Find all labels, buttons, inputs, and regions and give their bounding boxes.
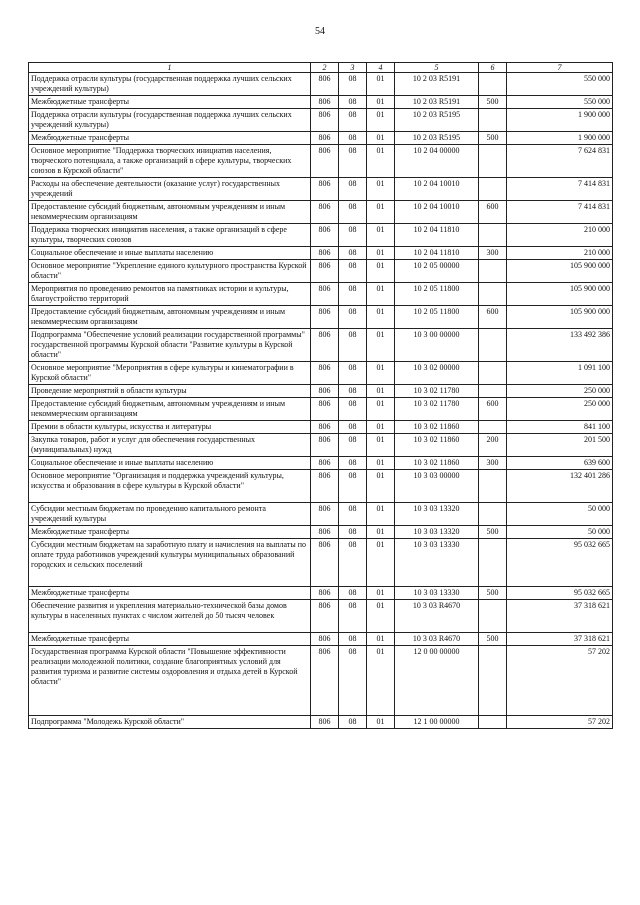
row-amount-cell: 841 100 (507, 421, 613, 434)
row-ministry-code-cell: 806 (311, 306, 339, 329)
row-amount-cell: 1 900 000 (507, 132, 613, 145)
row-ministry-code-cell: 806 (311, 283, 339, 306)
row-subsection-code-cell: 01 (367, 109, 395, 132)
column-number-header (29, 63, 613, 73)
row-subsection-code-cell: 01 (367, 201, 395, 224)
table-row (29, 633, 613, 646)
row-target-article-cell: 10 3 03 00000 (395, 470, 479, 503)
row-section-code-cell: 08 (339, 362, 367, 385)
row-target-article-cell: 10 2 04 11810 (395, 224, 479, 247)
row-subsection-code-cell: 01 (367, 329, 395, 362)
row-section-code-cell: 08 (339, 457, 367, 470)
row-section-code-cell: 08 (339, 716, 367, 729)
row-target-article-cell: 10 3 00 00000 (395, 329, 479, 362)
row-target-article-cell: 10 2 03 R5195 (395, 109, 479, 132)
table-row (29, 716, 613, 729)
row-amount-cell: 210 000 (507, 224, 613, 247)
row-subsection-code-cell: 01 (367, 306, 395, 329)
row-subsection-code-cell: 01 (367, 503, 395, 526)
header-cell: 4 (367, 63, 395, 73)
row-name-cell: Основное мероприятие "Поддержка творческих инициатив населения, творческого потенциала, а также организаций в сфере культуры, творческих союзов в Курской области" (29, 145, 311, 178)
row-target-article-cell: 10 2 04 11810 (395, 247, 479, 260)
row-ministry-code-cell: 806 (311, 526, 339, 539)
row-target-article-cell: 10 2 04 10010 (395, 201, 479, 224)
table-row (29, 283, 613, 306)
row-expense-type-cell (479, 646, 507, 716)
row-amount-cell: 50 000 (507, 526, 613, 539)
row-expense-type-cell: 500 (479, 587, 507, 600)
row-ministry-code-cell: 806 (311, 434, 339, 457)
row-subsection-code-cell: 01 (367, 633, 395, 646)
table-row (29, 224, 613, 247)
row-target-article-cell: 10 2 03 R5191 (395, 96, 479, 109)
row-name-cell: Мероприятия по проведению ремонтов на памятниках истории и культуры, благоустройство территорий (29, 283, 311, 306)
row-target-article-cell: 10 3 03 13320 (395, 503, 479, 526)
row-section-code-cell: 08 (339, 600, 367, 633)
row-section-code-cell: 08 (339, 201, 367, 224)
row-section-code-cell: 08 (339, 132, 367, 145)
row-subsection-code-cell: 01 (367, 470, 395, 503)
row-target-article-cell: 10 3 03 13320 (395, 526, 479, 539)
row-subsection-code-cell: 01 (367, 646, 395, 716)
row-target-article-cell: 12 1 00 00000 (395, 716, 479, 729)
row-amount-cell: 105 900 000 (507, 283, 613, 306)
row-expense-type-cell (479, 329, 507, 362)
row-target-article-cell: 10 3 02 11780 (395, 398, 479, 421)
row-subsection-code-cell: 01 (367, 178, 395, 201)
row-target-article-cell: 10 3 03 13330 (395, 587, 479, 600)
row-ministry-code-cell: 806 (311, 260, 339, 283)
row-amount-cell: 95 032 665 (507, 587, 613, 600)
row-target-article-cell: 10 3 02 11860 (395, 421, 479, 434)
row-subsection-code-cell: 01 (367, 421, 395, 434)
row-ministry-code-cell: 806 (311, 503, 339, 526)
table-row (29, 457, 613, 470)
row-name-cell: Обеспечение развития и укрепления материально-технической базы домов культуры в населенных пунктах с числом жителей до 50 тысяч человек (29, 600, 311, 633)
row-expense-type-cell (479, 260, 507, 283)
row-amount-cell: 37 318 621 (507, 600, 613, 633)
row-expense-type-cell (479, 283, 507, 306)
row-ministry-code-cell: 806 (311, 385, 339, 398)
row-section-code-cell: 08 (339, 526, 367, 539)
row-section-code-cell: 08 (339, 224, 367, 247)
row-section-code-cell: 08 (339, 247, 367, 260)
row-section-code-cell: 08 (339, 178, 367, 201)
row-name-cell: Межбюджетные трансферты (29, 526, 311, 539)
header-cell: 5 (395, 63, 479, 73)
row-name-cell: Основное мероприятие "Мероприятия в сфере культуры и кинематографии в Курской области" (29, 362, 311, 385)
row-amount-cell: 550 000 (507, 73, 613, 96)
row-expense-type-cell: 600 (479, 201, 507, 224)
row-expense-type-cell (479, 73, 507, 96)
row-ministry-code-cell: 806 (311, 247, 339, 260)
row-subsection-code-cell: 01 (367, 539, 395, 587)
row-target-article-cell: 10 2 05 11800 (395, 283, 479, 306)
row-target-article-cell: 10 3 03 13330 (395, 539, 479, 587)
row-ministry-code-cell: 806 (311, 132, 339, 145)
row-target-article-cell: 10 3 03 R4670 (395, 633, 479, 646)
row-name-cell: Основное мероприятие "Укрепление единого культурного пространства Курской области" (29, 260, 311, 283)
row-name-cell: Расходы на обеспечение деятельности (оказание услуг) государственных учреждений (29, 178, 311, 201)
row-expense-type-cell (479, 716, 507, 729)
row-expense-type-cell: 500 (479, 526, 507, 539)
row-section-code-cell: 08 (339, 260, 367, 283)
row-section-code-cell: 08 (339, 109, 367, 132)
header-cell: 3 (339, 63, 367, 73)
row-name-cell: Подпрограмма "Молодежь Курской области" (29, 716, 311, 729)
row-ministry-code-cell: 806 (311, 470, 339, 503)
row-subsection-code-cell: 01 (367, 398, 395, 421)
table-row (29, 470, 613, 503)
row-amount-cell: 201 500 (507, 434, 613, 457)
row-target-article-cell: 10 2 03 R5191 (395, 73, 479, 96)
row-subsection-code-cell: 01 (367, 145, 395, 178)
row-name-cell: Межбюджетные трансферты (29, 132, 311, 145)
row-subsection-code-cell: 01 (367, 132, 395, 145)
row-amount-cell: 210 000 (507, 247, 613, 260)
row-amount-cell: 105 900 000 (507, 260, 613, 283)
table-row (29, 600, 613, 633)
row-name-cell: Государственная программа Курской области "Повышение эффективности реализации молодежной политики, создание благоприятных условий для развития туризма и развитие системы оздоровления и отдыха детей в Курской области" (29, 646, 311, 716)
row-ministry-code-cell: 806 (311, 329, 339, 362)
row-section-code-cell: 08 (339, 306, 367, 329)
row-subsection-code-cell: 01 (367, 260, 395, 283)
table-row (29, 145, 613, 178)
row-name-cell: Межбюджетные трансферты (29, 587, 311, 600)
table-row (29, 646, 613, 716)
row-amount-cell: 639 600 (507, 457, 613, 470)
row-ministry-code-cell: 806 (311, 73, 339, 96)
row-expense-type-cell (479, 503, 507, 526)
row-ministry-code-cell: 806 (311, 109, 339, 132)
row-amount-cell: 1 091 100 (507, 362, 613, 385)
row-section-code-cell: 08 (339, 96, 367, 109)
row-expense-type-cell (479, 470, 507, 503)
table-row (29, 503, 613, 526)
row-amount-cell: 57 202 (507, 646, 613, 716)
row-name-cell: Проведение мероприятий в области культуры (29, 385, 311, 398)
row-subsection-code-cell: 01 (367, 224, 395, 247)
row-ministry-code-cell: 806 (311, 633, 339, 646)
row-section-code-cell: 08 (339, 73, 367, 96)
header-cell: 6 (479, 63, 507, 73)
row-name-cell: Предоставление субсидий бюджетным, автономным учреждениям и иным некоммерческим организациям (29, 306, 311, 329)
row-target-article-cell: 10 3 02 11860 (395, 434, 479, 457)
row-name-cell: Поддержка творческих инициатив населения, а также организаций в сфере культуры, творческих союзов (29, 224, 311, 247)
row-subsection-code-cell: 01 (367, 283, 395, 306)
row-ministry-code-cell: 806 (311, 421, 339, 434)
row-expense-type-cell (479, 385, 507, 398)
table-row (29, 132, 613, 145)
row-expense-type-cell (479, 421, 507, 434)
header-cell: 1 (29, 63, 311, 73)
row-amount-cell: 550 000 (507, 96, 613, 109)
row-subsection-code-cell: 01 (367, 526, 395, 539)
row-amount-cell: 50 000 (507, 503, 613, 526)
row-amount-cell: 250 000 (507, 385, 613, 398)
row-subsection-code-cell: 01 (367, 362, 395, 385)
row-amount-cell: 7 624 831 (507, 145, 613, 178)
table-row (29, 247, 613, 260)
row-expense-type-cell: 300 (479, 457, 507, 470)
table-row (29, 260, 613, 283)
row-expense-type-cell (479, 178, 507, 201)
table-row (29, 539, 613, 587)
table-row (29, 385, 613, 398)
row-ministry-code-cell: 806 (311, 145, 339, 178)
row-expense-type-cell (479, 145, 507, 178)
row-subsection-code-cell: 01 (367, 600, 395, 633)
header-cell: 7 (507, 63, 613, 73)
row-expense-type-cell (479, 224, 507, 247)
row-ministry-code-cell: 806 (311, 362, 339, 385)
row-section-code-cell: 08 (339, 539, 367, 587)
row-subsection-code-cell: 01 (367, 73, 395, 96)
row-target-article-cell: 10 2 03 R5195 (395, 132, 479, 145)
row-subsection-code-cell: 01 (367, 434, 395, 457)
row-section-code-cell: 08 (339, 329, 367, 362)
table-row (29, 201, 613, 224)
table-row (29, 96, 613, 109)
row-expense-type-cell: 300 (479, 247, 507, 260)
row-expense-type-cell: 600 (479, 306, 507, 329)
table-row (29, 109, 613, 132)
row-name-cell: Межбюджетные трансферты (29, 633, 311, 646)
row-section-code-cell: 08 (339, 646, 367, 716)
row-subsection-code-cell: 01 (367, 716, 395, 729)
row-expense-type-cell: 200 (479, 434, 507, 457)
row-ministry-code-cell: 806 (311, 398, 339, 421)
row-target-article-cell: 12 0 00 00000 (395, 646, 479, 716)
row-expense-type-cell (479, 600, 507, 633)
row-subsection-code-cell: 01 (367, 385, 395, 398)
row-ministry-code-cell: 806 (311, 539, 339, 587)
row-amount-cell: 7 414 831 (507, 178, 613, 201)
row-section-code-cell: 08 (339, 145, 367, 178)
row-ministry-code-cell: 806 (311, 646, 339, 716)
row-expense-type-cell (479, 362, 507, 385)
table-row (29, 306, 613, 329)
row-ministry-code-cell: 806 (311, 224, 339, 247)
table-row (29, 434, 613, 457)
row-target-article-cell: 10 2 05 00000 (395, 260, 479, 283)
row-section-code-cell: 08 (339, 470, 367, 503)
row-subsection-code-cell: 01 (367, 587, 395, 600)
row-name-cell: Субсидии местным бюджетам на заработную плату и начисления на выплаты по оплате труда работников учреждений культуры муниципальных образований городских и сельских поселений (29, 539, 311, 587)
row-expense-type-cell: 600 (479, 398, 507, 421)
row-amount-cell: 133 492 386 (507, 329, 613, 362)
row-name-cell: Премии в области культуры, искусства и литературы (29, 421, 311, 434)
row-ministry-code-cell: 806 (311, 201, 339, 224)
row-target-article-cell: 10 3 02 00000 (395, 362, 479, 385)
row-name-cell: Основное мероприятие "Организация и поддержка учреждений культуры, искусства и образования в сфере культуры в Курской области" (29, 470, 311, 503)
row-amount-cell: 1 900 000 (507, 109, 613, 132)
budget-table (28, 62, 613, 729)
row-expense-type-cell: 500 (479, 96, 507, 109)
row-subsection-code-cell: 01 (367, 247, 395, 260)
row-amount-cell: 250 000 (507, 398, 613, 421)
row-name-cell: Социальное обеспечение и иные выплаты населению (29, 247, 311, 260)
row-target-article-cell: 10 2 04 10010 (395, 178, 479, 201)
row-name-cell: Межбюджетные трансферты (29, 96, 311, 109)
row-target-article-cell: 10 3 02 11860 (395, 457, 479, 470)
row-target-article-cell: 10 2 05 11800 (395, 306, 479, 329)
row-section-code-cell: 08 (339, 421, 367, 434)
row-amount-cell: 7 414 831 (507, 201, 613, 224)
row-target-article-cell: 10 3 03 R4670 (395, 600, 479, 633)
row-section-code-cell: 08 (339, 587, 367, 600)
row-expense-type-cell (479, 109, 507, 132)
row-ministry-code-cell: 806 (311, 587, 339, 600)
table-row (29, 526, 613, 539)
row-section-code-cell: 08 (339, 283, 367, 306)
row-name-cell: Закупка товаров, работ и услуг для обеспечения государственных (муниципальных) нужд (29, 434, 311, 457)
row-target-article-cell: 10 3 02 11780 (395, 385, 479, 398)
table-row (29, 587, 613, 600)
row-ministry-code-cell: 806 (311, 600, 339, 633)
row-target-article-cell: 10 2 04 00000 (395, 145, 479, 178)
table-row (29, 178, 613, 201)
table-row (29, 421, 613, 434)
row-subsection-code-cell: 01 (367, 457, 395, 470)
row-section-code-cell: 08 (339, 434, 367, 457)
row-ministry-code-cell: 806 (311, 716, 339, 729)
row-name-cell: Субсидии местным бюджетам по проведению капитального ремонта учреждений культуры (29, 503, 311, 526)
row-amount-cell: 37 318 621 (507, 633, 613, 646)
row-section-code-cell: 08 (339, 385, 367, 398)
row-amount-cell: 105 900 000 (507, 306, 613, 329)
row-section-code-cell: 08 (339, 503, 367, 526)
table-row (29, 329, 613, 362)
header-cell: 2 (311, 63, 339, 73)
page-number: 54 (315, 26, 325, 37)
row-expense-type-cell (479, 539, 507, 587)
table-row (29, 73, 613, 96)
row-section-code-cell: 08 (339, 633, 367, 646)
row-expense-type-cell: 500 (479, 132, 507, 145)
row-name-cell: Предоставление субсидий бюджетным, автономным учреждениям и иным некоммерческим организациям (29, 201, 311, 224)
table-row (29, 362, 613, 385)
row-amount-cell: 132 401 286 (507, 470, 613, 503)
row-amount-cell: 95 032 665 (507, 539, 613, 587)
row-expense-type-cell: 500 (479, 633, 507, 646)
row-name-cell: Социальное обеспечение и иные выплаты населению (29, 457, 311, 470)
table-row (29, 398, 613, 421)
row-ministry-code-cell: 806 (311, 457, 339, 470)
row-name-cell: Подпрограмма "Обеспечение условий реализации государственной программы" государственной программы Курской области "Развитие культуры в Курской области" (29, 329, 311, 362)
row-amount-cell: 57 202 (507, 716, 613, 729)
row-name-cell: Предоставление субсидий бюджетным, автономным учреждениям и иным некоммерческим организациям (29, 398, 311, 421)
row-name-cell: Поддержка отрасли культуры (государственная поддержка лучших сельских учреждений культуры) (29, 109, 311, 132)
row-ministry-code-cell: 806 (311, 96, 339, 109)
row-ministry-code-cell: 806 (311, 178, 339, 201)
row-subsection-code-cell: 01 (367, 96, 395, 109)
row-name-cell: Поддержка отрасли культуры (государственная поддержка лучших сельских учреждений культуры) (29, 73, 311, 96)
row-section-code-cell: 08 (339, 398, 367, 421)
